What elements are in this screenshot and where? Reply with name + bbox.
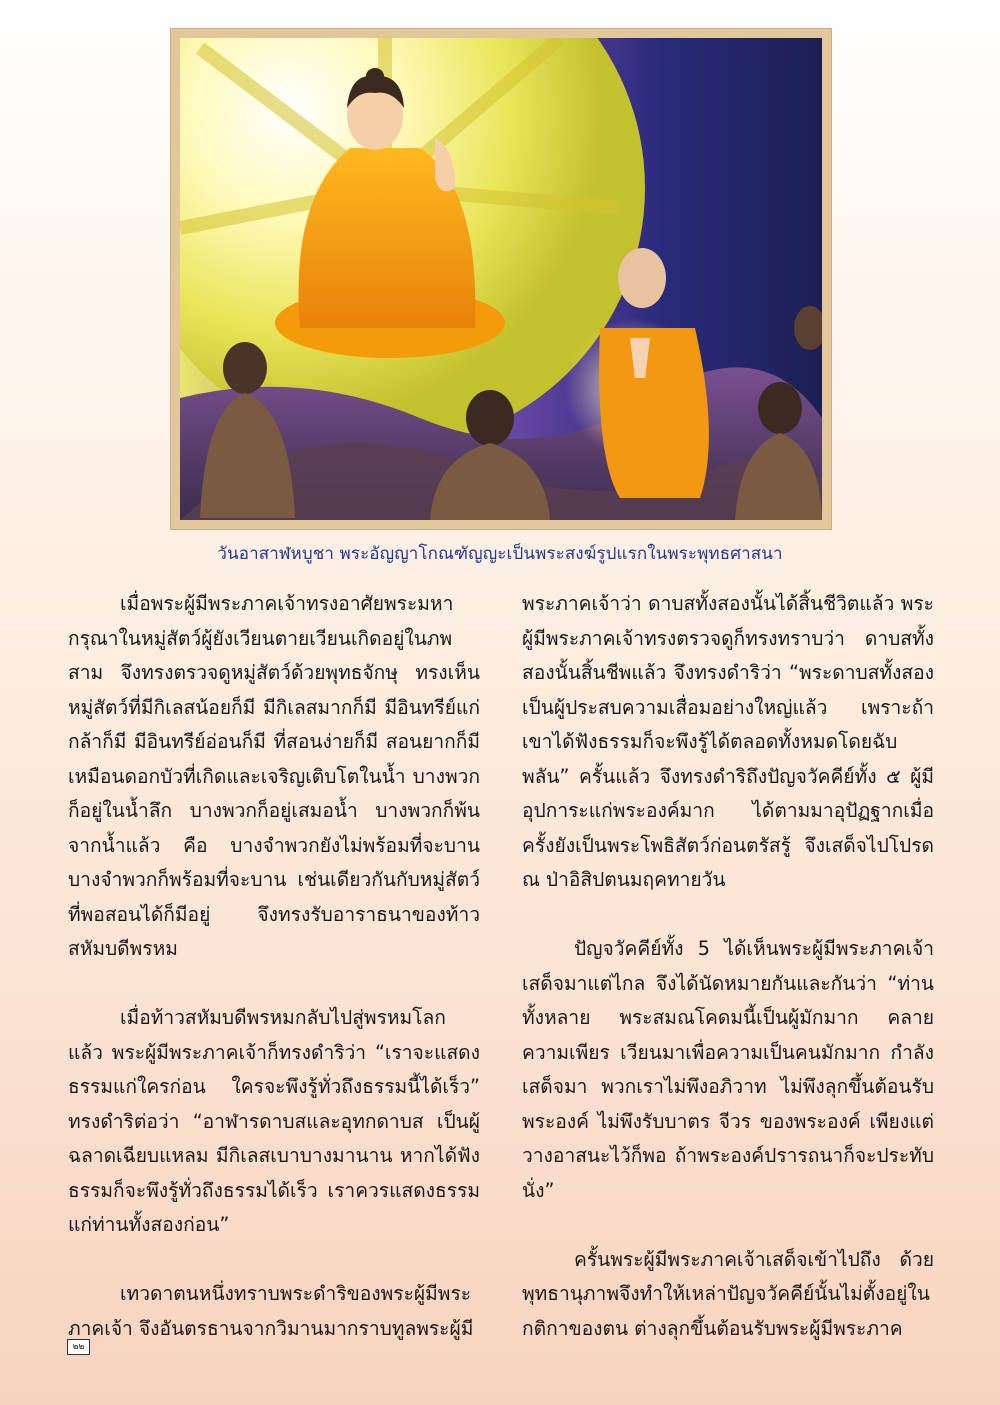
figure-caption: วันอาสาฬหบูชา พระอัญญาโกณฑัญญะเป็นพระสงฆ์รูปแรกในพระพุทธศาสนา xyxy=(217,544,783,564)
paragraph: เมื่อพระผู้มีพระภาคเจ้าทรงอาศัยพระมหากรุณาในหมู่สัตว์ผู้ยังเวียนตายเวียนเกิดอยู่ในภพสาม จึงทรงตรวจดูหมู่สัตว์ด้วยพุทธจักษุ ทรงเห็นหมู่สัตว์ที่มีกิเลสน้อยก็มี มีกิเลสมากก็มี มีอินทรีย์แก่กล้าก็มี มีอินทรีย์อ่อนก็มี ที่สอนง่ายก็มี สอนยากก็มี เหมือนดอกบัวที่เกิดและเจริญเติบโตในน้ำ บางพวกก็อยู่ในน้ำลึก บางพวกก็อยู่เสมอน้ำ บางพวกก็พ้นจากน้ำแล้ว คือ บางจำพวกยังไม่พร้อมที่จะบาน บางจำพวกก็พร้อมที่จะบาน เช่นเดียวกันกับหมู่สัตว์ที่พอสอนได้ก็มีอยู่ จึงทรงรับอาราธนาของท้าวสหัมบดีพรหม xyxy=(68,592,480,960)
paragraph: ปัญจวัคคีย์ทั้ง 5 ได้เห็นพระผู้มีพระภาคเจ้าเสด็จมาแต่ไกล จึงได้นัดหมายกันและกันว่า “ท่านทั้งหลาย พระสมณโคดมนี้เป็นผู้มักมาก คลายความเพียร เวียนมาเพื่อความเป็นคนมักมาก กำลังเสด็จมา พวกเราไม่พึงอภิวาท ไม่พึงลุกขึ้นต้อนรับพระองค์ ไม่พึงรับบาตร จีวร ของพระองค์ เพียงแต่วางอาสนะไว้ก็พอ ถ้าพระองค์ปรารถนาก็จะประทับนั่ง” xyxy=(522,937,934,1202)
paragraph: ครั้นพระผู้มีพระภาคเจ้าเสด็จเข้าไปถึง ด้วยพุทธานุภาพจึงทำให้เหล่าปัญจวัคคีย์นั้นไม่ตั้งอยู่ในกติกาของตน ต่างลุกขึ้นต้อนรับพระผู้มีพระภาค xyxy=(522,1247,934,1340)
illustration-frame xyxy=(170,28,832,530)
left-column xyxy=(68,587,480,1346)
buddha-first-sermon-illustration xyxy=(180,38,822,520)
paragraph: เมื่อท้าวสหัมบดีพรหมกลับไปสู่พรหมโลกแล้ว พระผู้มีพระภาคเจ้าก็ทรงดำริว่า “เราจะแสดงธรรมแก่ใครก่อน ใครจะพึงรู้ทั่วถึงธรรมนี้ได้เร็ว” ทรงดำริต่อว่า “อาฬารดาบสและอุทกดาบส เป็นผู้ฉลาดเฉียบแหลม มีกิเลสเบาบางมานาน หากได้ฟังธรรมก็จะพึงรู้ทั่วถึงธรรมได้เร็ว เราควรแสดงธรรมแก่ท่านทั้งสองก่อน” xyxy=(68,1006,480,1236)
right-column xyxy=(522,587,934,1346)
paragraph: พระภาคเจ้าว่า ดาบสทั้งสองนั้นได้สิ้นชีวิตแล้ว พระผู้มีพระภาคเจ้าทรงตรวจดูก็ทรงทราบว่า ดาบสทั้งสองนั้นสิ้นชีพแล้ว จึงทรงดำริว่า “พระดาบสทั้งสองเป็นผู้ประสบความเสื่อมอย่างใหญ่แล้ว เพราะถ้าเขาได้ฟังธรรมก็จะพึงรู้ได้ตลอดทั้งหมดโดยฉับพลัน” ครั้นแล้ว จึงทรงดำริถึงปัญจวัคคีย์ทั้ง ๕ ผู้มีอุปการะแก่พระองค์มาก ได้ตามมาอุปัฏฐากเมื่อครั้งยังเป็นพระโพธิสัตว์ก่อนตรัสรู้ จึงเสด็จไปโปรด ณ ป่าอิสิปตนมฤคทายวัน xyxy=(522,592,934,891)
page-number: ๒๒ xyxy=(67,1339,90,1355)
paragraph: เทวดาตนหนึ่งทราบพระดำริของพระผู้มีพระภาคเจ้า จึงอันตรธานจากวิมานมากราบทูลพระผู้มี xyxy=(68,1282,474,1340)
